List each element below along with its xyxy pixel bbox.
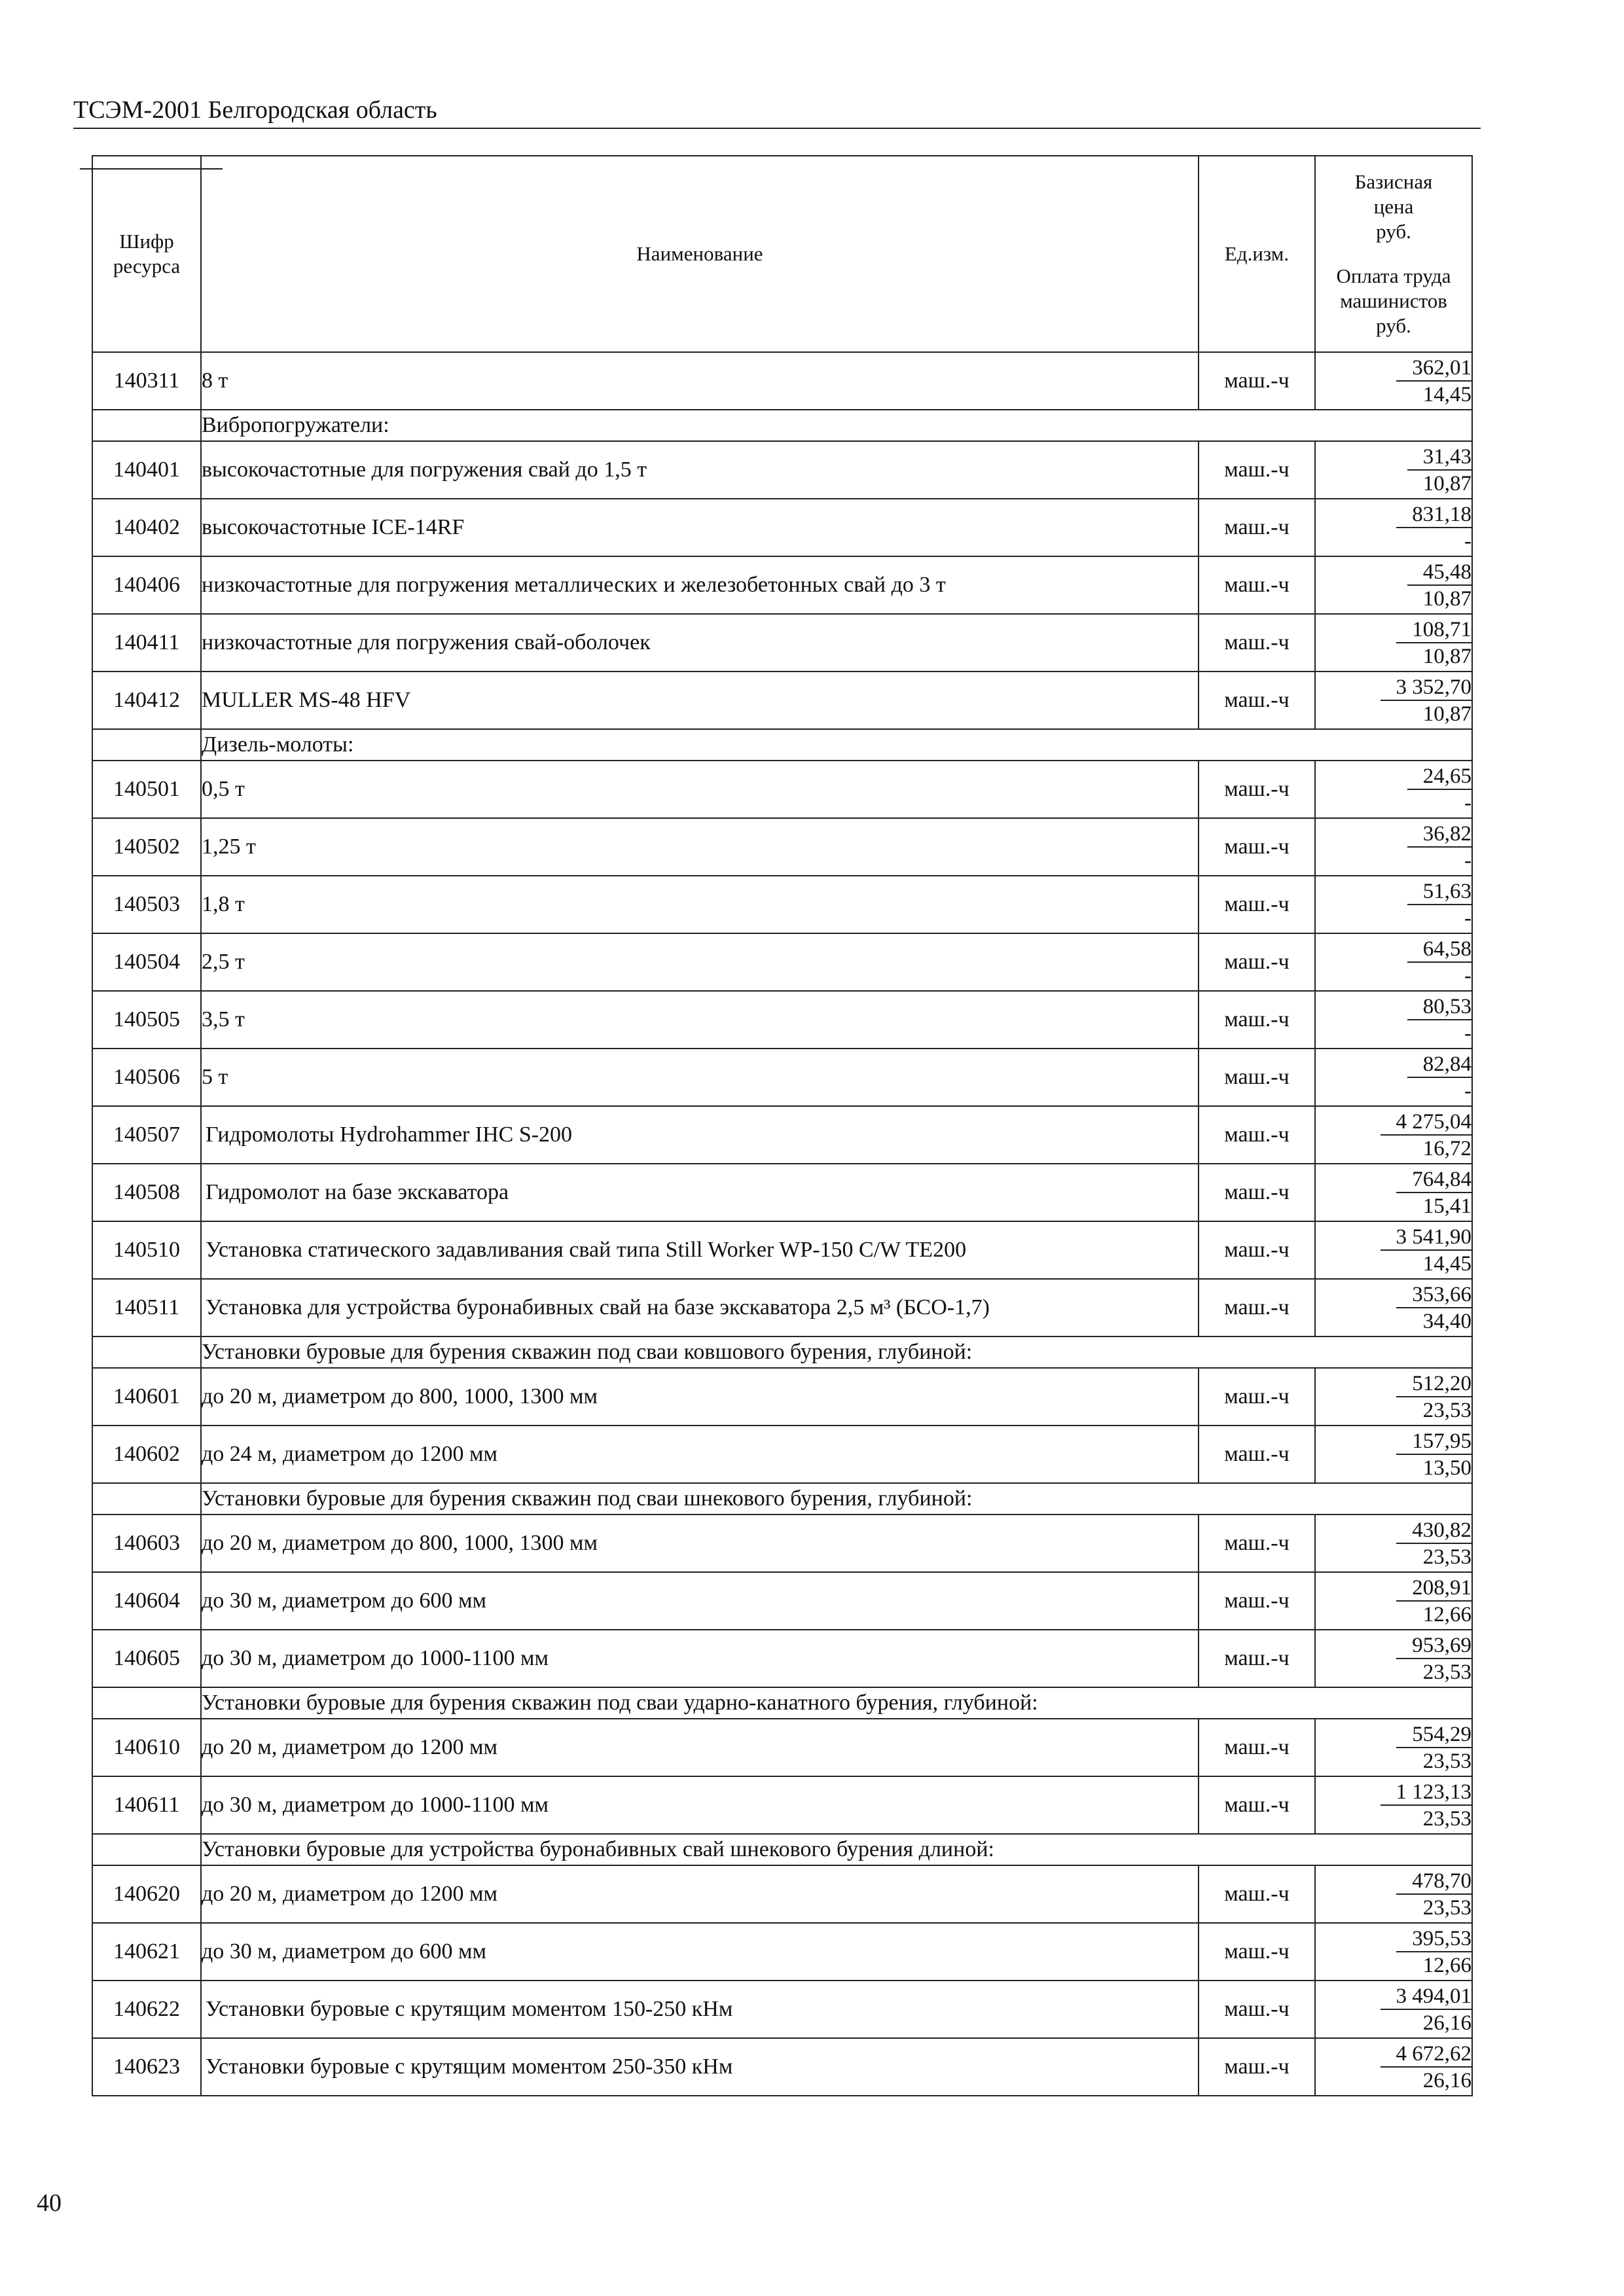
price-cell [1315,1981,1472,2038]
table-row [92,1923,1472,1981]
base-price: 430,82 [1396,1518,1471,1544]
price-cell [1315,441,1472,499]
base-price: 24,65 [1407,764,1471,790]
column-header-name: Наименование [201,156,1199,352]
group-title: Установки буровые для бурения скважин под сваи ударно-канатного бурения, глубиной: [201,1687,1472,1719]
column-header-price-line: цена [1373,195,1414,218]
resource-code: 140604 [92,1572,201,1630]
resource-code: 140610 [92,1719,201,1776]
group-header-row [92,1336,1472,1368]
base-price: 157,95 [1396,1429,1471,1455]
resource-code: 140601 [92,1368,201,1426]
price-cell [1315,761,1472,818]
column-header-code [92,156,201,352]
table-row [92,761,1472,818]
resource-name: до 30 м, диаметром до 1000-1100 мм [201,1776,1199,1834]
resource-name: Установка статического задавливания свай типа Still Worker WP-150 C/W TE200 [201,1221,1199,1279]
table-row [92,1049,1472,1106]
resource-code: 140605 [92,1630,201,1687]
column-header-price [1315,156,1472,352]
unit-of-measure: маш.-ч [1199,1981,1315,2038]
resource-code: 140412 [92,672,201,729]
unit-of-measure: маш.-ч [1199,1630,1315,1687]
operator-pay: - [1464,906,1471,930]
operator-pay: 16,72 [1422,1136,1471,1160]
operator-pay: 15,41 [1422,1194,1471,1218]
resource-code: 140621 [92,1923,201,1981]
unit-of-measure: маш.-ч [1199,991,1315,1049]
base-price: 64,58 [1407,937,1471,963]
resource-code: 140511 [92,1279,201,1336]
group-code-cell [92,1483,201,1515]
base-price: 554,29 [1396,1722,1471,1748]
base-price: 353,66 [1396,1282,1471,1308]
unit-of-measure: маш.-ч [1199,1515,1315,1572]
resource-code: 140622 [92,1981,201,2038]
resource-code: 140502 [92,818,201,876]
group-code-cell [92,729,201,761]
table-row [92,1106,1472,1164]
table-header-row [92,156,1472,352]
resource-name: низкочастотные для погружения свай-оболочек [201,614,1199,672]
resource-name: 5 т [201,1049,1199,1106]
group-title: Дизель-молоты: [201,729,1472,761]
resource-code: 140411 [92,614,201,672]
table-row [92,1865,1472,1923]
group-title: Установки буровые для бурения скважин под сваи ковшового бурения, глубиной: [201,1336,1472,1368]
column-header-price-line: машинистов [1340,289,1447,312]
price-cell [1315,556,1472,614]
group-header-row [92,1483,1472,1515]
operator-pay: 23,53 [1422,1806,1471,1831]
operator-pay: 13,50 [1422,1456,1471,1480]
unit-of-measure: маш.-ч [1199,933,1315,991]
resource-code: 140508 [92,1164,201,1221]
table-row [92,2038,1472,2096]
group-code-cell [92,1687,201,1719]
operator-pay: 12,66 [1422,1602,1471,1626]
unit-of-measure: маш.-ч [1199,1221,1315,1279]
resource-name: высокочастотные для погружения свай до 1,5 т [201,441,1199,499]
resource-name: Установки буровые с крутящим моментом 250-350 кНм [201,2038,1199,2096]
resource-code: 140623 [92,2038,201,2096]
page-number: 40 [37,2189,62,2217]
resource-code: 140507 [92,1106,201,1164]
resource-code: 140503 [92,876,201,933]
unit-of-measure: маш.-ч [1199,761,1315,818]
column-header-operator-pay [1316,264,1471,338]
base-price: 3 494,01 [1380,1984,1472,2010]
base-price: 108,71 [1396,617,1471,643]
resource-code: 140505 [92,991,201,1049]
resource-name: 1,8 т [201,876,1199,933]
price-cell [1315,1164,1472,1221]
resource-name: до 20 м, диаметром до 800, 1000, 1300 мм [201,1368,1199,1426]
table-row [92,1426,1472,1483]
operator-pay: - [1464,529,1471,553]
table-row [92,818,1472,876]
unit-of-measure: маш.-ч [1199,1049,1315,1106]
resource-code: 140602 [92,1426,201,1483]
price-cell [1315,1719,1472,1776]
operator-pay: 10,87 [1422,644,1471,668]
operator-pay: 26,16 [1422,2068,1471,2092]
table-row [92,1719,1472,1776]
table-row [92,614,1472,672]
column-header-price-line: руб. [1376,314,1411,337]
resource-name: 1,25 т [201,818,1199,876]
base-price: 1 123,13 [1380,1780,1472,1806]
table-row [92,1630,1472,1687]
operator-pay: 23,53 [1422,1398,1471,1422]
base-price: 31,43 [1407,444,1471,471]
price-cell [1315,991,1472,1049]
unit-of-measure: маш.-ч [1199,1719,1315,1776]
base-price: 362,01 [1396,355,1471,382]
resource-name: Установка для устройства буронабивных свай на базе экскаватора 2,5 м³ (БСО-1,7) [201,1279,1199,1336]
group-header-row [92,410,1472,441]
base-price: 51,63 [1407,879,1471,905]
unit-of-measure: маш.-ч [1199,1572,1315,1630]
resource-code: 140611 [92,1776,201,1834]
price-cell [1315,933,1472,991]
price-cell [1315,876,1472,933]
resource-name: до 30 м, диаметром до 600 мм [201,1923,1199,1981]
price-cell [1315,1572,1472,1630]
operator-pay: - [1464,1021,1471,1045]
group-title: Установки буровые для бурения скважин под сваи шнекового бурения, глубиной: [201,1483,1472,1515]
table-row [92,499,1472,556]
column-header-code-line: Шифр [119,230,174,253]
table-row [92,1279,1472,1336]
base-price: 953,69 [1396,1633,1471,1659]
unit-of-measure: маш.-ч [1199,499,1315,556]
table-row [92,933,1472,991]
price-cell [1315,352,1472,410]
group-code-cell [92,1834,201,1865]
unit-of-measure: маш.-ч [1199,2038,1315,2096]
price-cell [1315,1279,1472,1336]
resource-code: 140406 [92,556,201,614]
base-price: 3 541,90 [1380,1225,1472,1251]
group-header-row [92,729,1472,761]
resource-name: до 20 м, диаметром до 1200 мм [201,1865,1199,1923]
base-price: 478,70 [1396,1869,1471,1895]
unit-of-measure: маш.-ч [1199,1164,1315,1221]
resource-code: 140506 [92,1049,201,1106]
table-row [92,441,1472,499]
operator-pay: 10,87 [1422,586,1471,611]
resource-code: 140401 [92,441,201,499]
price-cell [1315,1515,1472,1572]
table-row [92,1221,1472,1279]
resource-name: 8 т [201,352,1199,410]
operator-pay: 34,40 [1422,1309,1471,1333]
table-row [92,876,1472,933]
resource-code: 140603 [92,1515,201,1572]
column-header-base-price [1316,170,1471,244]
operator-pay: 14,45 [1422,382,1471,406]
column-header-unit: Ед.изм. [1199,156,1315,352]
base-price: 45,48 [1407,560,1471,586]
group-title: Установки буровые для устройства буронабивных свай шнекового бурения длиной: [201,1834,1472,1865]
operator-pay: 10,87 [1422,471,1471,495]
table-row [92,1776,1472,1834]
operator-pay: 26,16 [1422,2011,1471,2035]
column-header-code-line: ресурса [113,255,181,278]
column-header-price-line: руб. [1376,220,1411,243]
resource-name: до 24 м, диаметром до 1200 мм [201,1426,1199,1483]
operator-pay: 10,87 [1422,702,1471,726]
table-row [92,1368,1472,1426]
price-cell [1315,1426,1472,1483]
unit-of-measure: маш.-ч [1199,1106,1315,1164]
price-cell [1315,1630,1472,1687]
table-row [92,1572,1472,1630]
resource-name: низкочастотные для погружения металлических и железобетонных свай до 3 т [201,556,1199,614]
base-price: 4 275,04 [1380,1109,1472,1136]
base-price: 4 672,62 [1380,2041,1472,2068]
base-price: 512,20 [1396,1371,1471,1397]
resource-code: 140620 [92,1865,201,1923]
resource-code: 140504 [92,933,201,991]
price-cell [1315,1106,1472,1164]
table-row [92,1515,1472,1572]
unit-of-measure: маш.-ч [1199,672,1315,729]
resource-code: 140311 [92,352,201,410]
price-cell [1315,614,1472,672]
resource-name: до 30 м, диаметром до 600 мм [201,1572,1199,1630]
table-row [92,1164,1472,1221]
resource-name: до 20 м, диаметром до 800, 1000, 1300 мм [201,1515,1199,1572]
header-divider [73,128,1481,129]
machine-price-table [92,155,1473,2096]
operator-pay: 12,66 [1422,1953,1471,1977]
price-cell [1315,672,1472,729]
price-cell [1315,818,1472,876]
operator-pay: - [1464,848,1471,872]
resource-code: 140501 [92,761,201,818]
resource-name: 0,5 т [201,761,1199,818]
base-price: 831,18 [1396,502,1471,528]
price-cell [1315,1221,1472,1279]
operator-pay: - [1464,1079,1471,1103]
resource-code: 140510 [92,1221,201,1279]
unit-of-measure: маш.-ч [1199,1368,1315,1426]
unit-of-measure: маш.-ч [1199,1426,1315,1483]
table-body [92,352,1472,2096]
resource-name: Гидромолоты Hydrohammer IHC S-200 [201,1106,1199,1164]
resource-name: 3,5 т [201,991,1199,1049]
base-price: 764,84 [1396,1167,1471,1193]
price-cell [1315,1049,1472,1106]
table-row [92,352,1472,410]
unit-of-measure: маш.-ч [1199,352,1315,410]
resource-name: до 20 м, диаметром до 1200 мм [201,1719,1199,1776]
resource-name: до 30 м, диаметром до 1000-1100 мм [201,1630,1199,1687]
base-price: 3 352,70 [1380,675,1472,701]
price-cell [1315,1368,1472,1426]
table-row [92,1981,1472,2038]
unit-of-measure: маш.-ч [1199,1865,1315,1923]
page-header-title: ТСЭМ-2001 Белгородская область [73,96,437,124]
base-price: 80,53 [1407,994,1471,1020]
operator-pay: - [1464,963,1471,988]
unit-of-measure: маш.-ч [1199,1279,1315,1336]
column-header-price-line: Базисная [1354,170,1433,193]
resource-name: MULLER MS-48 HFV [201,672,1199,729]
unit-of-measure: маш.-ч [1199,441,1315,499]
table-row [92,991,1472,1049]
base-price: 36,82 [1407,821,1471,848]
group-code-cell [92,1336,201,1368]
price-cell [1315,499,1472,556]
unit-of-measure: маш.-ч [1199,876,1315,933]
unit-of-measure: маш.-ч [1199,556,1315,614]
resource-name: 2,5 т [201,933,1199,991]
operator-pay: 23,53 [1422,1545,1471,1569]
unit-of-measure: маш.-ч [1199,614,1315,672]
operator-pay: 14,45 [1422,1251,1471,1276]
group-header-row [92,1834,1472,1865]
price-cell [1315,1923,1472,1981]
price-cell [1315,1776,1472,1834]
unit-of-measure: маш.-ч [1199,818,1315,876]
group-header-row [92,1687,1472,1719]
operator-pay: 23,53 [1422,1749,1471,1773]
base-price: 82,84 [1407,1052,1471,1078]
group-code-cell [92,410,201,441]
resource-code: 140402 [92,499,201,556]
operator-pay: - [1464,791,1471,815]
resource-name: Установки буровые с крутящим моментом 150-250 кНм [201,1981,1199,2038]
column-header-price-line: Оплата труда [1336,264,1451,287]
price-cell [1315,1865,1472,1923]
resource-name: высокочастотные ICE-14RF [201,499,1199,556]
unit-of-measure: маш.-ч [1199,1776,1315,1834]
base-price: 395,53 [1396,1926,1471,1952]
price-cell [1315,2038,1472,2096]
base-price: 208,91 [1396,1575,1471,1602]
table-row [92,556,1472,614]
resource-name: Гидромолот на базе экскаватора [201,1164,1199,1221]
group-title: Вибропогружатели: [201,410,1472,441]
operator-pay: 23,53 [1422,1660,1471,1684]
table-row [92,672,1472,729]
unit-of-measure: маш.-ч [1199,1923,1315,1981]
operator-pay: 23,53 [1422,1895,1471,1920]
